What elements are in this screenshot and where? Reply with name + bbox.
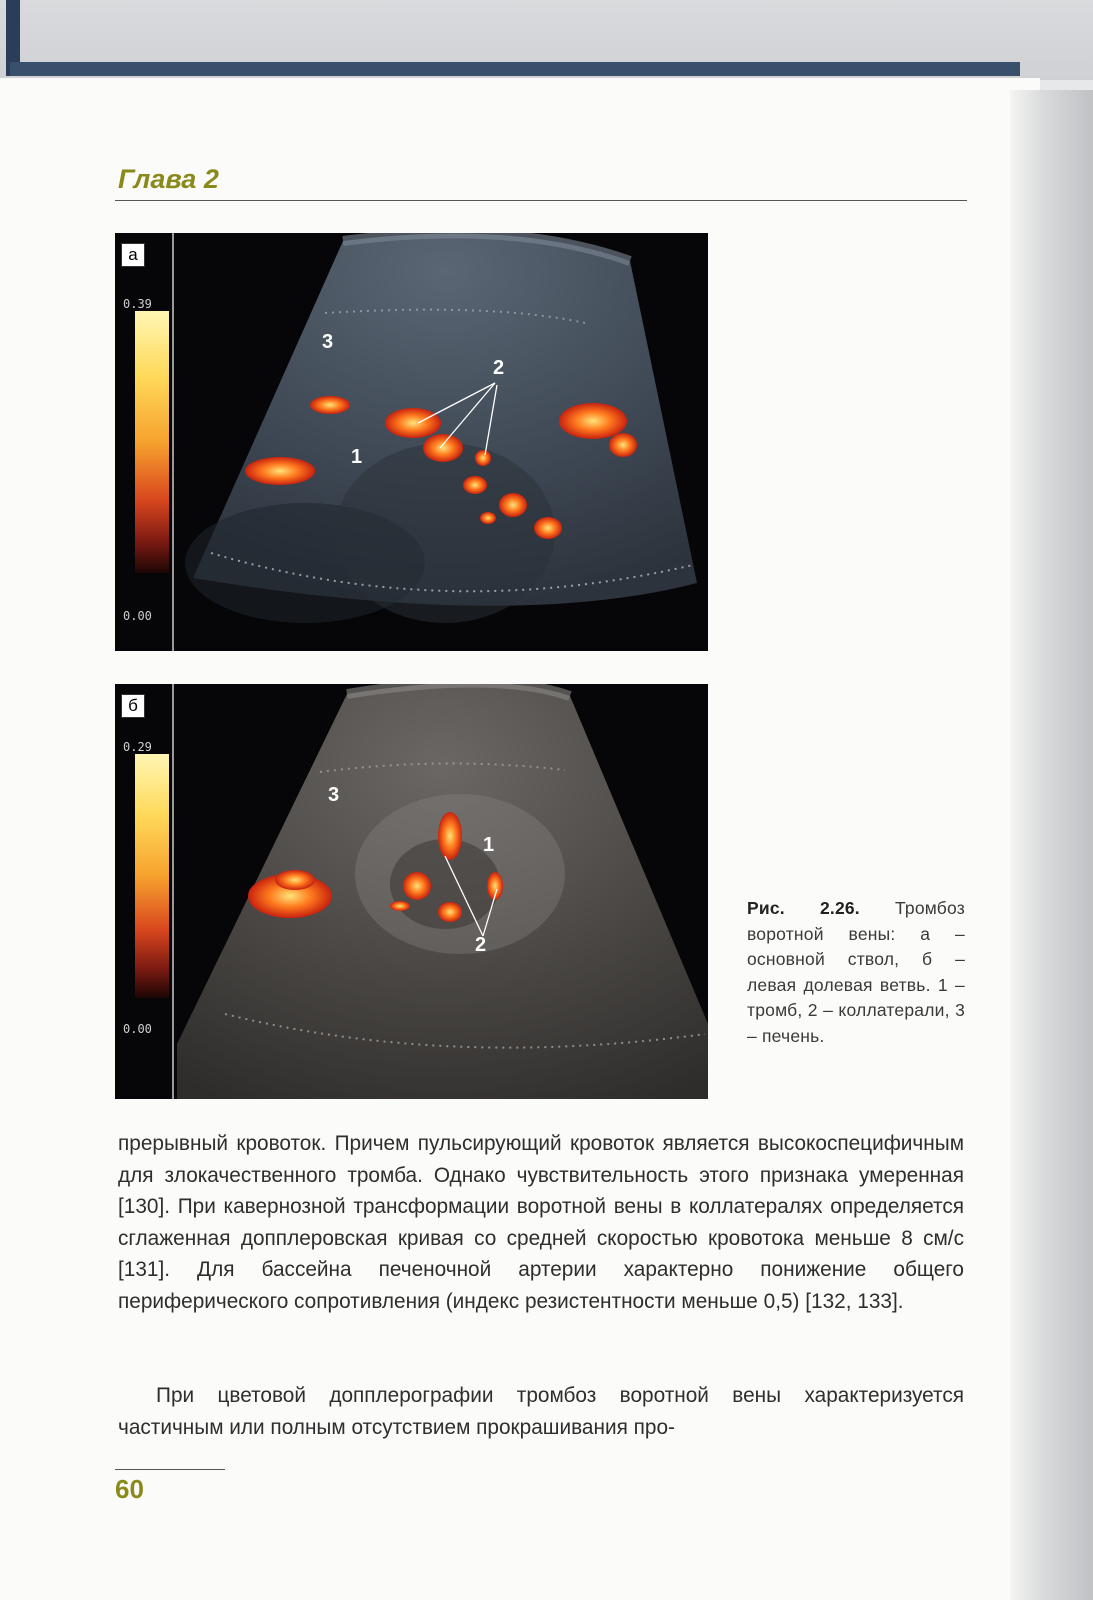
ultrasound-panel-b <box>115 684 708 1099</box>
scale-max-label: 0.39 <box>123 297 152 311</box>
marker-1: 1 <box>351 446 363 468</box>
body-paragraph: При цветовой допплерографии тромбоз воротной вены характеризуется частичным или полным отсутствием прокрашивания про- <box>118 1384 964 1439</box>
body-paragraph: прерывный кровоток. Причем пульсирующий кровоток является высокоспецифичным для злокачественного тромба. Однако чувствительность этого признака умеренная [130]. При кавернозной трансформации воротной вены в коллатералях определяется сглаженная допплеровская кривая со средней скоростью кровотока меньше 8 см/с [131]. Для бассейна печеночной артерии характерно понижение общего периферического сопротивления (индекс резистентности меньше 0,5) [132, 133]. <box>118 1132 964 1313</box>
scale-min-label: 0.00 <box>123 1022 152 1036</box>
marker-3: 3 <box>328 784 340 806</box>
marker-3: 3 <box>322 331 334 353</box>
ultrasound-panel-a <box>115 233 708 651</box>
flow-spot <box>245 457 315 485</box>
figure-caption <box>747 896 965 1050</box>
header-rule <box>115 200 967 201</box>
scale-max-label: 0.29 <box>123 740 152 754</box>
ultrasound-image-a <box>115 233 708 651</box>
page-number: 60 <box>115 1474 144 1504</box>
doppler-color-scale <box>135 311 169 573</box>
footer-rule <box>115 1469 225 1470</box>
doppler-color-scale <box>135 754 169 998</box>
book-cover-band <box>10 62 1020 76</box>
figure-number: Рис. 2.26. <box>747 898 860 918</box>
panel-label: б <box>121 694 145 718</box>
figure-caption-text: Тромбоз воротной вены: а – основной ствол, б – левая долевая ветвь. 1 – тромб, 2 – коллатерали, 3 – печень. <box>747 898 965 1046</box>
marker-2: 2 <box>475 934 487 956</box>
marker-2: 2 <box>493 357 505 379</box>
scale-divider <box>172 233 174 651</box>
panel-label: а <box>121 243 145 267</box>
marker-1: 1 <box>483 834 495 856</box>
ultrasound-image-b <box>115 684 708 1099</box>
scale-divider <box>172 684 174 1099</box>
page-curl-edge <box>1010 90 1093 1600</box>
scale-min-label: 0.00 <box>123 609 152 623</box>
running-head: Глава 2 <box>118 164 219 194</box>
